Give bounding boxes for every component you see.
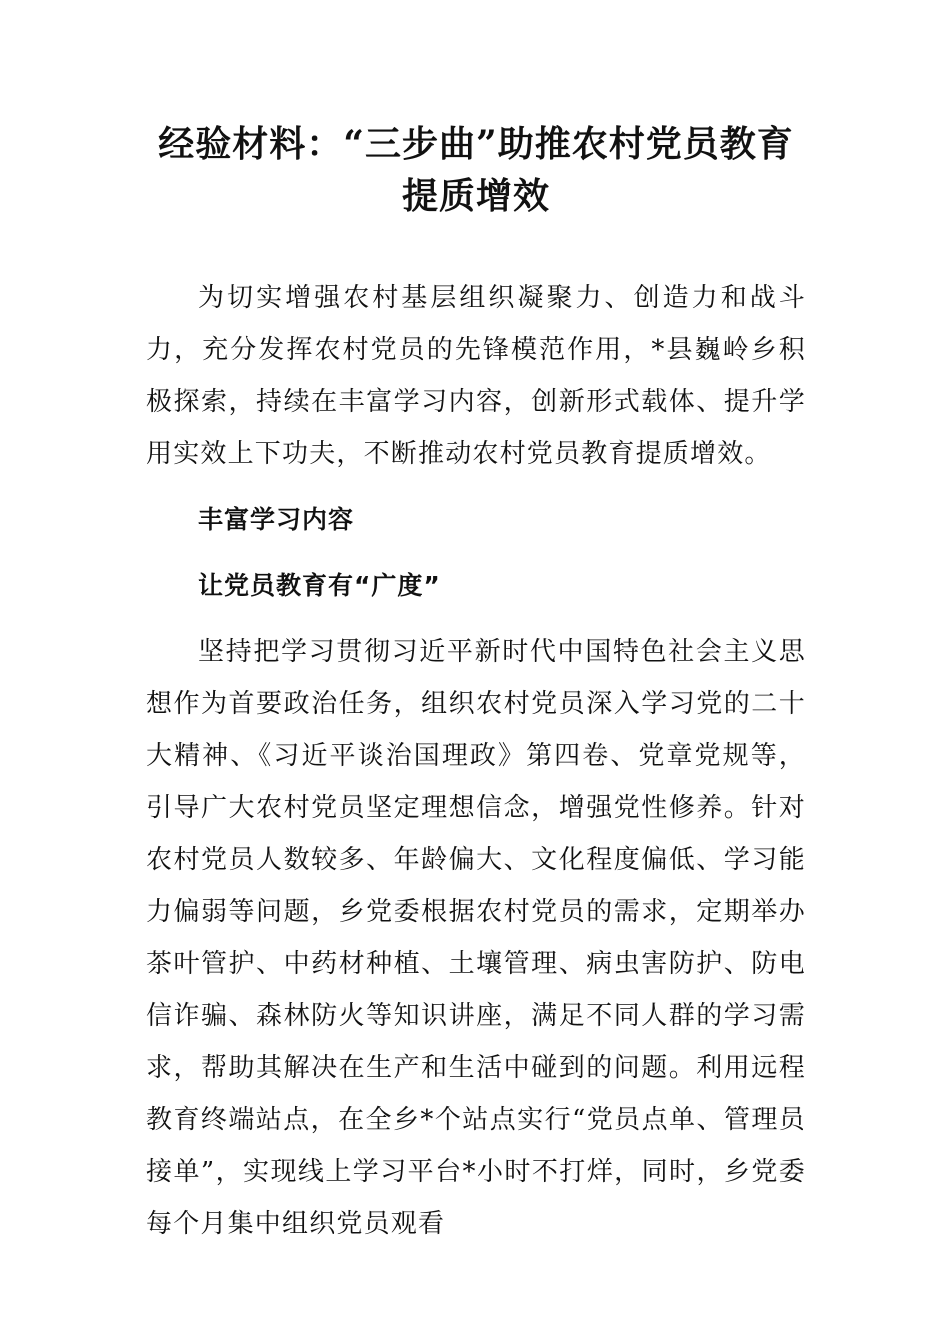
document-body xyxy=(146,272,806,1250)
title-line-2: 提质增效 xyxy=(401,175,550,217)
title-line-1: 经验材料：“三步曲”助推农村党员教育 xyxy=(158,123,794,165)
document-title xyxy=(146,118,806,222)
intro-paragraph: 为切实增强农村基层组织凝聚力、创造力和战斗力，充分发挥农村党员的先锋模范作用，*县巍岭乡积极探索，持续在丰富学习内容，创新形式载体、提升学用实效上下功夫，不断推动农村党员教育提质增效。 xyxy=(146,283,806,469)
section-subheading: 让党员教育有“广度” xyxy=(198,571,441,600)
section-heading: 丰富学习内容 xyxy=(198,505,355,534)
document-page xyxy=(146,118,806,1250)
body-paragraph: 坚持把学习贯彻习近平新时代中国特色社会主义思想作为首要政治任务，组织农村党员深入学习党的二十大精神、《习近平谈治国理政》第四卷、党章党规等，引导广大农村党员坚定理想信念，增强党性修养。针对农村党员人数较多、年龄偏大、文化程度偏低、学习能力偏弱等问题，乡党委根据农村党员的需求，定期举办茶叶管护、中药材种植、土壤管理、病虫害防护、防电信诈骗、森林防火等知识讲座，满足不同人群的学习需求，帮助其解决在生产和生活中碰到的问题。利用远程教育终端站点，在全乡*个站点实行“党员点单、管理员接单”，实现线上学习平台*小时不打烊，同时，乡党委每个月集中组织党员观看 xyxy=(146,637,806,1239)
